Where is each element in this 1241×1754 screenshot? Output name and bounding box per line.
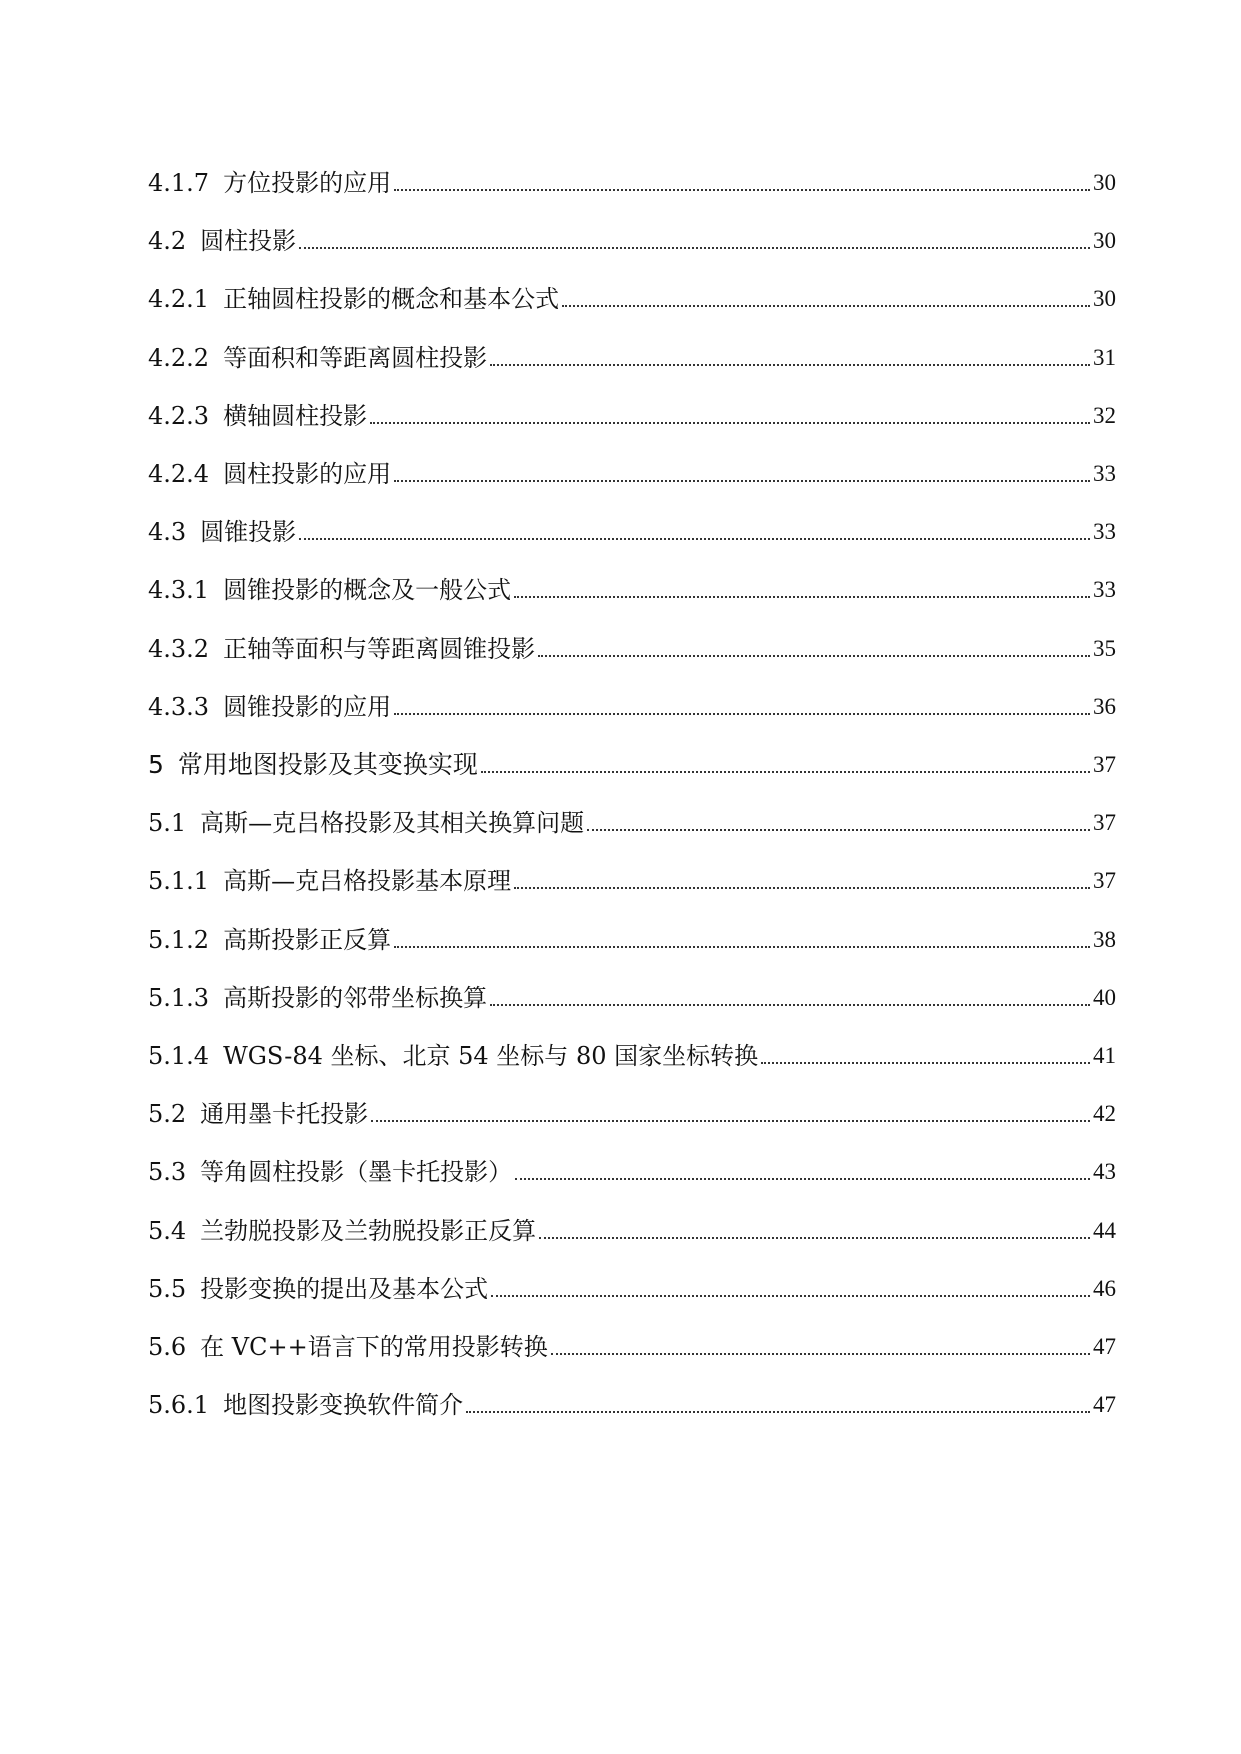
toc-entry-number: 4.3.3 bbox=[148, 693, 210, 721]
toc-entry-number: 5 bbox=[148, 750, 164, 779]
toc-entry[interactable] bbox=[148, 391, 1116, 431]
toc-entry-page-number: 37 bbox=[1093, 868, 1116, 893]
toc-entry-title: 圆锥投影 bbox=[200, 518, 297, 546]
toc-entry-title: 正轴圆柱投影的概念和基本公式 bbox=[223, 285, 560, 313]
toc-entry-number: 4.3 bbox=[148, 518, 187, 546]
toc-entry[interactable] bbox=[148, 624, 1116, 664]
toc-entry[interactable] bbox=[148, 1206, 1116, 1246]
toc-entry-title: 投影变换的提出及基本公式 bbox=[200, 1275, 489, 1303]
toc-entry-number: 5.1.2 bbox=[148, 926, 210, 954]
toc-entry[interactable] bbox=[148, 1147, 1116, 1187]
toc-entry-title: 等角圆柱投影（墨卡托投影） bbox=[200, 1158, 513, 1186]
toc-entry-page-number: 33 bbox=[1093, 519, 1116, 544]
toc-entry-number: 4.1.7 bbox=[148, 169, 210, 197]
toc-entry-title: 横轴圆柱投影 bbox=[223, 402, 368, 430]
dot-leader bbox=[394, 479, 1090, 482]
toc-entry-number: 5.6.1 bbox=[148, 1391, 210, 1419]
toc-entry-page-number: 31 bbox=[1093, 345, 1116, 370]
toc-entry-title: 高斯投影正反算 bbox=[223, 926, 392, 954]
toc-entry[interactable] bbox=[148, 740, 1116, 780]
toc-entry-page-number: 33 bbox=[1093, 577, 1116, 602]
dot-leader bbox=[551, 1352, 1090, 1355]
dot-leader bbox=[514, 886, 1090, 889]
toc-entry-page-number: 46 bbox=[1093, 1276, 1116, 1301]
toc-entry-page-number: 37 bbox=[1093, 810, 1116, 835]
toc-entry[interactable] bbox=[148, 1380, 1116, 1420]
dot-leader bbox=[538, 654, 1090, 657]
toc-entry-page-number: 36 bbox=[1093, 694, 1116, 719]
toc-entry-page-number: 35 bbox=[1093, 636, 1116, 661]
toc-entry-title: 圆锥投影的概念及一般公式 bbox=[223, 576, 512, 604]
toc-entry-number: 5.4 bbox=[148, 1217, 187, 1245]
toc-entry-page-number: 37 bbox=[1093, 752, 1116, 777]
toc-entry-number: 5.3 bbox=[148, 1158, 187, 1186]
toc-entry[interactable] bbox=[148, 915, 1116, 955]
toc-entry[interactable] bbox=[148, 798, 1116, 838]
dot-leader bbox=[370, 421, 1090, 424]
dot-leader bbox=[515, 1177, 1090, 1180]
toc-entry[interactable] bbox=[148, 333, 1116, 373]
toc-entry-number: 5.5 bbox=[148, 1275, 187, 1303]
toc-entry-page-number: 32 bbox=[1093, 403, 1116, 428]
dot-leader bbox=[761, 1061, 1090, 1064]
toc-entry[interactable] bbox=[148, 856, 1116, 896]
toc-entry-title: 通用墨卡托投影 bbox=[200, 1100, 369, 1128]
dot-leader bbox=[514, 595, 1090, 598]
toc-entry[interactable] bbox=[148, 507, 1116, 547]
toc-entry-page-number: 47 bbox=[1093, 1334, 1116, 1359]
toc-entry-number: 4.2.1 bbox=[148, 285, 210, 313]
dot-leader bbox=[490, 1003, 1090, 1006]
dot-leader bbox=[394, 712, 1090, 715]
toc-entry-number: 5.6 bbox=[148, 1333, 187, 1361]
toc-entry-number: 4.3.2 bbox=[148, 635, 210, 663]
toc-entry-page-number: 40 bbox=[1093, 985, 1116, 1010]
toc-entry-page-number: 42 bbox=[1093, 1101, 1116, 1126]
toc-entry-page-number: 33 bbox=[1093, 461, 1116, 486]
toc-entry[interactable] bbox=[148, 274, 1116, 314]
toc-entry-number: 4.2.2 bbox=[148, 344, 210, 372]
toc-entry-number: 4.2.4 bbox=[148, 460, 210, 488]
dot-leader bbox=[562, 304, 1090, 307]
toc-entry[interactable] bbox=[148, 449, 1116, 489]
toc-entry-number: 5.1 bbox=[148, 809, 187, 837]
toc-entry-page-number: 41 bbox=[1093, 1043, 1116, 1068]
toc-entry-title: 兰勃脱投影及兰勃脱投影正反算 bbox=[200, 1217, 537, 1245]
toc-entry-page-number: 30 bbox=[1093, 228, 1116, 253]
toc-entry-title: 地图投影变换软件简介 bbox=[223, 1391, 464, 1419]
toc-entry-page-number: 30 bbox=[1093, 170, 1116, 195]
toc-entry-page-number: 44 bbox=[1093, 1218, 1116, 1243]
toc-entry-number: 5.1.1 bbox=[148, 867, 210, 895]
toc-entry[interactable] bbox=[148, 565, 1116, 605]
toc-entry[interactable] bbox=[148, 216, 1116, 256]
toc-entry[interactable] bbox=[148, 1031, 1116, 1071]
dot-leader bbox=[371, 1119, 1090, 1122]
toc-entry-title: 圆锥投影的应用 bbox=[223, 693, 392, 721]
toc-entry[interactable] bbox=[148, 1089, 1116, 1129]
toc-entry-title: 正轴等面积与等距离圆锥投影 bbox=[223, 635, 536, 663]
toc-entry-number: 5.1.3 bbox=[148, 984, 210, 1012]
dot-leader bbox=[299, 246, 1090, 249]
toc-entry[interactable] bbox=[148, 158, 1116, 198]
toc-entry-number: 4.3.1 bbox=[148, 576, 210, 604]
toc-entry-title: 高斯—克吕格投影基本原理 bbox=[223, 867, 512, 895]
dot-leader bbox=[587, 828, 1090, 831]
dot-leader bbox=[299, 537, 1090, 540]
toc-entry-title: 高斯投影的邻带坐标换算 bbox=[223, 984, 488, 1012]
toc-entry-page-number: 30 bbox=[1093, 286, 1116, 311]
toc-entry-number: 5.2 bbox=[148, 1100, 187, 1128]
toc-entry-page-number: 38 bbox=[1093, 927, 1116, 952]
toc-entry-number: 4.2 bbox=[148, 227, 187, 255]
toc-entry-title: WGS-84 坐标、北京 54 坐标与 80 国家坐标转换 bbox=[223, 1042, 759, 1070]
dot-leader bbox=[539, 1236, 1090, 1239]
toc-entry-title: 圆柱投影 bbox=[200, 227, 297, 255]
dot-leader bbox=[491, 1294, 1090, 1297]
toc-entry[interactable] bbox=[148, 1264, 1116, 1304]
toc-entry[interactable] bbox=[148, 682, 1116, 722]
toc-entry-title: 等面积和等距离圆柱投影 bbox=[223, 344, 488, 372]
dot-leader bbox=[466, 1410, 1090, 1413]
dot-leader bbox=[490, 363, 1090, 366]
toc-entry-title: 圆柱投影的应用 bbox=[223, 460, 392, 488]
toc-entry-page-number: 47 bbox=[1093, 1392, 1116, 1417]
toc-entry[interactable] bbox=[148, 1322, 1116, 1362]
toc-entry-title: 方位投影的应用 bbox=[223, 169, 392, 197]
toc-entry-title: 常用地图投影及其变换实现 bbox=[177, 750, 478, 779]
toc-entry-number: 4.2.3 bbox=[148, 402, 210, 430]
toc-entry-number: 5.1.4 bbox=[148, 1042, 210, 1070]
dot-leader bbox=[394, 188, 1090, 191]
toc-entry-page-number: 43 bbox=[1093, 1159, 1116, 1184]
toc-entry[interactable] bbox=[148, 973, 1116, 1013]
dot-leader bbox=[394, 945, 1090, 948]
dot-leader bbox=[481, 770, 1090, 773]
toc-entry-title: 高斯—克吕格投影及其相关换算问题 bbox=[200, 809, 585, 837]
toc-entry-title: 在 VC++语言下的常用投影转换 bbox=[200, 1333, 548, 1361]
